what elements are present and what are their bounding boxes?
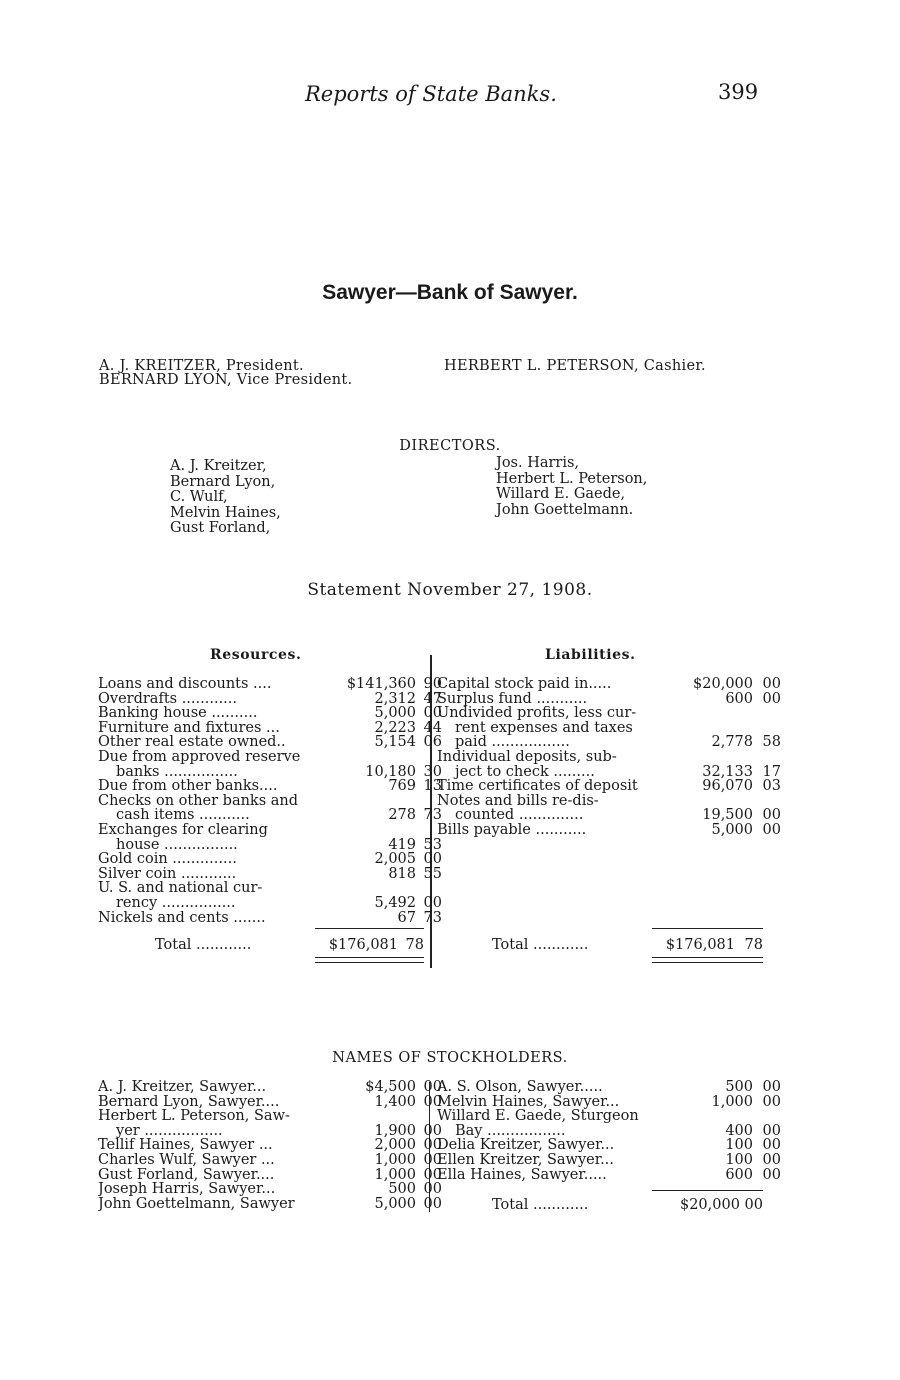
ledger-cents: 00	[423, 1195, 442, 1212]
ledger-label: U. S. and national cur-	[98, 881, 263, 896]
resources-sum-rule	[315, 928, 424, 929]
ledger-label: paid .................	[455, 735, 570, 750]
liabilities-heading: Liabilities.	[545, 647, 636, 663]
resources-double-rule-2	[315, 962, 424, 963]
ledger-cents: 00	[423, 1137, 442, 1154]
ledger-label: Individual deposits, sub-	[437, 749, 617, 765]
ledger-dollars	[334, 823, 416, 838]
ledger-label: Nickels and cents .......	[98, 910, 266, 926]
director-name: Jos. Harris,	[496, 455, 580, 471]
ledger-dollars: $4,500	[365, 1079, 416, 1095]
liabilities-total-cents: 78	[744, 937, 763, 953]
officer-cashier: HERBERT L. PETERSON, Cashier.	[444, 358, 706, 374]
ledger-dollars: 2,223	[374, 719, 416, 736]
ledger-row	[98, 1153, 442, 1168]
ledger-cents: 30	[423, 763, 442, 780]
ledger-label: Silver coin ............	[98, 866, 237, 882]
ledger-row	[98, 911, 442, 926]
ledger-label: counted ..............	[455, 808, 584, 823]
ledger-row	[98, 896, 442, 911]
stockholders-sum-rule	[652, 1190, 763, 1191]
ledger-cents: 00	[762, 1166, 781, 1183]
statement-date: Statement November 27, 1908.	[307, 580, 593, 600]
director-name: A. J. Kreitzer,	[170, 458, 267, 474]
ledger-dollars: 278	[388, 807, 416, 824]
ledger-cents: 44	[423, 719, 442, 736]
ledger-dollars: 5,000	[711, 821, 753, 838]
ledger-cents: 00	[762, 1122, 781, 1139]
ledger-label: A. S. Olson, Sawyer.....	[437, 1080, 603, 1095]
ledger-dollars: 2,778	[711, 734, 753, 751]
ledger-label: Due from approved reserve	[98, 749, 301, 765]
ledger-row	[98, 1095, 442, 1110]
ledger-label: house ................	[116, 837, 238, 853]
ledger-label: Ella Haines, Sawyer.....	[437, 1167, 607, 1183]
ledger-label: Willard E. Gaede, Sturgeon	[437, 1109, 639, 1124]
ledger-dollars	[334, 794, 416, 809]
ledger-label: Herbert L. Peterson, Saw-	[98, 1109, 290, 1124]
ledger-label: John Goettelmann, Sawyer	[98, 1196, 295, 1212]
resources-double-rule-1	[315, 957, 424, 958]
ledger-cents: 00	[423, 894, 442, 911]
ledger-label: A. J. Kreitzer, Sawyer...	[98, 1080, 267, 1095]
running-title: Reports of State Banks.	[305, 82, 557, 106]
ledger-row	[98, 1168, 442, 1183]
ledger-dollars	[673, 721, 753, 736]
ledger-cents	[753, 721, 781, 736]
ledger-dollars: 818	[388, 865, 416, 882]
ledger-row	[98, 1138, 442, 1153]
liabilities-table	[437, 677, 781, 838]
ledger-label: Exchanges for clearing	[98, 822, 268, 838]
ledger-label: Overdrafts ............	[98, 691, 238, 707]
ledger-row	[98, 852, 442, 867]
ledger-dollars: 500	[725, 1079, 753, 1095]
resources-table	[98, 677, 442, 925]
ledger-label: Due from other banks....	[98, 779, 278, 794]
ledger-cents	[416, 881, 442, 896]
ledger-row	[98, 750, 442, 765]
ledger-dollars	[673, 794, 753, 809]
bank-title: Sawyer—Bank of Sawyer.	[322, 281, 578, 304]
ledger-label: Delia Kreitzer, Sawyer...	[437, 1138, 615, 1153]
officer-vice-president: BERNARD LYON, Vice President.	[99, 372, 353, 388]
ledger-label: Ellen Kreitzer, Sawyer...	[437, 1152, 614, 1168]
ledger-label: Gust Forland, Sawyer....	[98, 1167, 275, 1183]
ledger-dollars: 1,000	[374, 1166, 416, 1183]
ledger-row	[437, 823, 781, 838]
stockholders-right-table	[437, 1080, 781, 1182]
ledger-label: Notes and bills re-dis-	[437, 793, 599, 809]
page-number: 399	[718, 80, 759, 104]
ledger-row	[437, 1153, 781, 1168]
ledger-label: Melvin Haines, Sawyer...	[437, 1094, 620, 1110]
ledger-label: Checks on other banks and	[98, 793, 299, 809]
ledger-dollars: 1,400	[374, 1093, 416, 1110]
ledger-cents: 00	[762, 807, 781, 824]
ledger-cents: 00	[423, 1151, 442, 1168]
resources-total-dollars: $176,081	[328, 937, 398, 953]
ledger-label: Bills payable ...........	[437, 822, 587, 838]
ledger-row	[98, 838, 442, 853]
ledger-cents: 17	[762, 763, 781, 780]
ledger-row	[98, 1109, 442, 1124]
ledger-dollars: 10,180	[365, 763, 416, 780]
ledger-cents: 47	[423, 690, 442, 707]
ledger-row	[98, 823, 442, 838]
ledger-dollars: $141,360	[346, 676, 416, 692]
stockholders-total-label: Total ............	[492, 1197, 589, 1213]
ledger-label: Gold coin ..............	[98, 852, 237, 867]
resources-heading: Resources.	[210, 647, 302, 663]
ledger-row	[98, 1182, 442, 1197]
ledger-row	[437, 1124, 781, 1139]
ledger-cents: 55	[423, 865, 442, 882]
ledger-cents: 00	[762, 1137, 781, 1154]
ledger-cents: 90	[423, 676, 442, 692]
ledger-label: Banking house ..........	[98, 706, 258, 721]
ledger-label: Capital stock paid in.....	[437, 677, 612, 692]
director-name: Melvin Haines,	[170, 504, 281, 521]
ledger-dollars: 100	[725, 1137, 753, 1154]
ledger-cents	[753, 1109, 781, 1124]
ledger-dollars: 500	[388, 1181, 416, 1198]
director-name: Willard E. Gaede,	[496, 486, 626, 502]
liabilities-double-rule-1	[652, 957, 763, 958]
ledger-dollars	[334, 1109, 416, 1124]
ledger-row	[437, 677, 781, 692]
ledger-row	[98, 677, 442, 692]
ledger-row	[437, 750, 781, 765]
liabilities-sum-rule	[652, 928, 763, 929]
ledger-dollars	[334, 750, 416, 765]
liabilities-double-rule-2	[652, 962, 763, 963]
ledger-dollars: 2,005	[374, 851, 416, 868]
ledger-row	[437, 706, 781, 721]
ledger-dollars: 67	[397, 909, 416, 926]
ledger-label: Tellif Haines, Sawyer ...	[98, 1138, 273, 1153]
ledger-row	[98, 692, 442, 707]
ledger-label: banks ................	[116, 764, 238, 780]
ledger-cents: 00	[762, 1151, 781, 1168]
ledger-dollars: 5,154	[374, 734, 416, 751]
ledger-dollars: 1,000	[374, 1151, 416, 1168]
ledger-label: cash items ...........	[116, 808, 250, 823]
ledger-row	[98, 881, 442, 896]
ledger-label: Undivided profits, less cur-	[437, 706, 637, 721]
liabilities-total-label: Total ............	[492, 937, 589, 953]
ledger-row	[437, 1095, 781, 1110]
stockholders-total-value: $20,000 00	[679, 1197, 763, 1213]
ledger-cents: 06	[423, 734, 442, 751]
ledger-dollars	[673, 706, 753, 721]
director-name: John Goettelmann.	[496, 501, 634, 518]
ledger-row	[98, 1124, 442, 1139]
ledger-dollars	[673, 1109, 753, 1124]
ledger-dollars	[673, 750, 753, 765]
ledger-label: ject to check .........	[455, 764, 595, 780]
ledger-cents: 00	[423, 705, 442, 722]
ledger-row	[437, 721, 781, 736]
ledger-dollars: 5,000	[374, 705, 416, 722]
ledger-cents: 73	[423, 807, 442, 824]
ledger-label: Furniture and fixtures ...	[98, 720, 280, 736]
ledger-row	[98, 765, 442, 780]
director-name: Gust Forland,	[170, 520, 271, 536]
ledger-label: Surplus fund ...........	[437, 691, 588, 707]
ledger-row	[98, 1080, 442, 1095]
ledger-cents: 00	[423, 1079, 442, 1095]
ledger-row	[98, 721, 442, 736]
ledger-row	[98, 706, 442, 721]
ledger-dollars: 1,900	[374, 1122, 416, 1139]
ledger-cents: 00	[762, 1093, 781, 1110]
ledger-row	[98, 1197, 442, 1212]
ledger-cents: 00	[762, 821, 781, 838]
ledger-cents: 58	[762, 734, 781, 751]
ledger-row	[437, 794, 781, 809]
ledger-dollars: 96,070	[702, 778, 753, 795]
directors-left-list	[170, 459, 281, 537]
ledger-dollars: $20,000	[693, 676, 753, 692]
director-name: Bernard Lyon,	[170, 473, 276, 490]
ledger-cents: 00	[423, 851, 442, 868]
ledger-row	[437, 1109, 781, 1124]
ledger-row	[437, 1138, 781, 1153]
ledger-dollars: 400	[725, 1122, 753, 1139]
directors-heading: DIRECTORS.	[399, 438, 501, 454]
ledger-dollars: 1,000	[711, 1093, 753, 1110]
ledger-label: rent expenses and taxes	[455, 720, 633, 736]
ledger-cents: 00	[423, 1093, 442, 1110]
resources-total-cents: 78	[405, 937, 424, 953]
ledger-label: Time certificates of deposit	[437, 779, 638, 794]
ledger-label: Joseph Harris, Sawyer...	[98, 1182, 276, 1197]
ledger-dollars	[334, 881, 416, 896]
ledger-row	[437, 779, 781, 794]
ledger-label: rency ................	[116, 895, 236, 911]
ledger-cents: 00	[762, 676, 781, 692]
liabilities-total-dollars: $176,081	[665, 937, 735, 953]
director-name: Herbert L. Peterson,	[496, 470, 648, 487]
ledger-row	[437, 1168, 781, 1183]
ledger-cents	[753, 794, 781, 809]
ledger-dollars: 5,492	[374, 894, 416, 911]
ledger-label: yer .................	[116, 1123, 223, 1139]
ledger-dollars: 32,133	[702, 763, 753, 780]
ledger-row	[98, 794, 442, 809]
directors-right-list	[496, 456, 647, 518]
ledger-row	[98, 867, 442, 882]
ledger-row	[98, 735, 442, 750]
stockholders-left-table	[98, 1080, 442, 1211]
ledger-cents	[753, 706, 781, 721]
ledger-label: Bay .................	[455, 1123, 566, 1139]
ledger-row	[437, 1080, 781, 1095]
ledger-cents: 00	[762, 1079, 781, 1095]
ledger-cents: 73	[423, 909, 442, 926]
ledger-label: Bernard Lyon, Sawyer....	[98, 1094, 280, 1110]
ledger-dollars: 600	[725, 1166, 753, 1183]
ledger-cents: 00	[423, 1166, 442, 1183]
ledger-label: Other real estate owned..	[98, 735, 286, 750]
ledger-row	[98, 808, 442, 823]
ledger-cents: 53	[423, 836, 442, 853]
resources-total-label: Total ............	[155, 937, 252, 953]
ledger-row	[98, 779, 442, 794]
ledger-dollars: 2,312	[374, 690, 416, 707]
stockholders-heading: NAMES OF STOCKHOLDERS.	[332, 1050, 568, 1066]
officer-president: A. J. KREITZER, President.	[99, 358, 304, 374]
ledger-row	[437, 808, 781, 823]
ledger-dollars: 600	[725, 690, 753, 707]
ledger-cents: 00	[762, 690, 781, 707]
ledger-cents: 00	[423, 1122, 442, 1139]
ledger-dollars: 2,000	[374, 1137, 416, 1154]
director-name: C. Wulf,	[170, 489, 228, 505]
ledger-cents	[753, 750, 781, 765]
ledger-dollars: 100	[725, 1151, 753, 1168]
ledger-cents: 13	[423, 778, 442, 795]
ledger-cents: 03	[762, 778, 781, 795]
ledger-dollars: 19,500	[702, 807, 753, 824]
ledger-row	[437, 735, 781, 750]
ledger-label: Charles Wulf, Sawyer ...	[98, 1152, 275, 1168]
ledger-row	[437, 765, 781, 780]
ledger-cents: 00	[423, 1181, 442, 1198]
ledger-label: Loans and discounts ....	[98, 677, 272, 692]
ledger-row	[437, 692, 781, 707]
ledger-dollars: 5,000	[374, 1195, 416, 1212]
ledger-dollars: 769	[388, 778, 416, 795]
ledger-dollars: 419	[388, 836, 416, 853]
